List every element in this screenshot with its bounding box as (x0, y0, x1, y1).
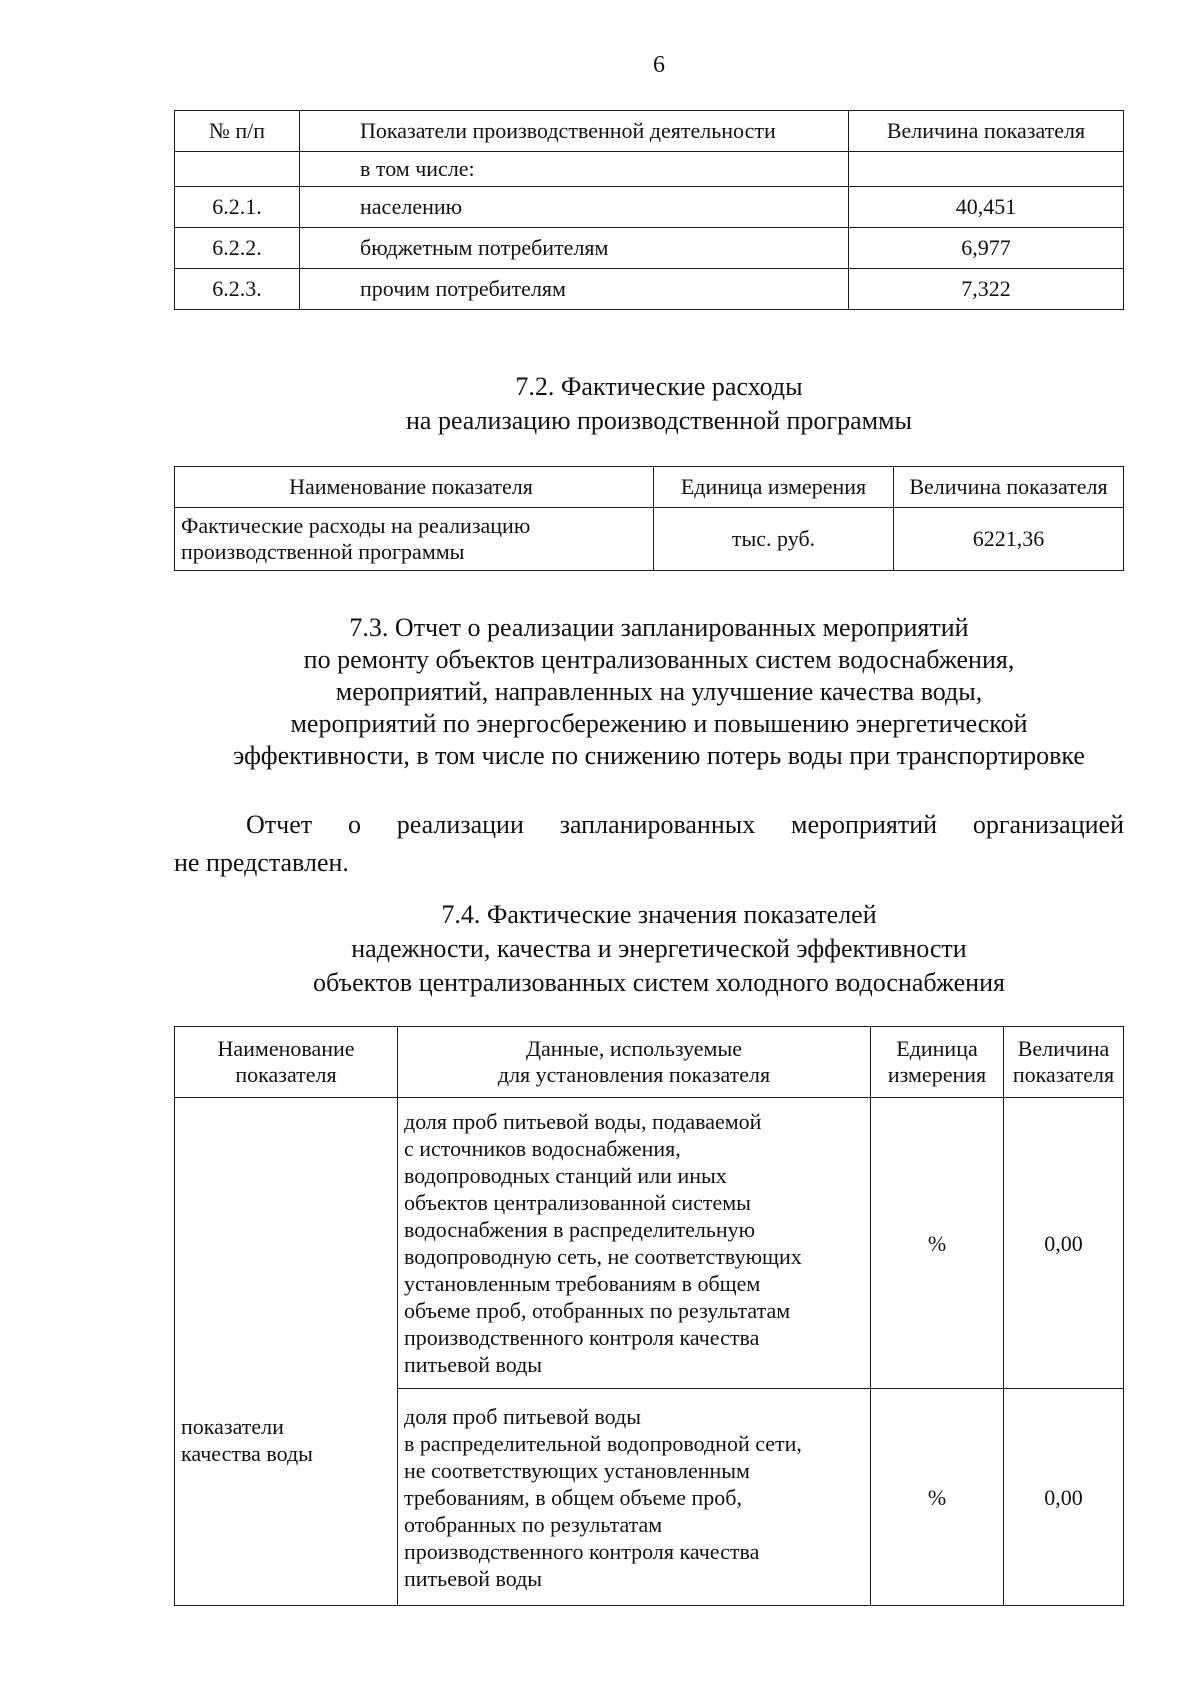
column-header-number: № п/п (175, 111, 300, 152)
table-header-row (175, 1027, 1124, 1098)
subheader-cell: в том числе: (300, 152, 849, 187)
paragraph-line: не представлен. (174, 848, 349, 877)
heading-line: мероприятий по энергосбережению и повышению энергетической (290, 709, 1028, 738)
description-line: установленным требованиям в общем (404, 1271, 761, 1296)
header-line: показателя (235, 1062, 337, 1087)
actual-expenses-table (174, 466, 1124, 571)
row-name (175, 508, 654, 571)
table-header-row (175, 111, 1124, 152)
description-line: питьевой воды (404, 1565, 543, 1591)
heading-line: эффективности, в том числе по снижению потерь воды при транспортировке (233, 741, 1085, 770)
header-line: Единица (896, 1036, 978, 1061)
column-header-value: Величина показателя (894, 467, 1124, 508)
table-row (175, 1098, 1124, 1389)
description-line: с источников водоснабжения, (404, 1136, 681, 1161)
header-line: Данные, используемые (525, 1036, 743, 1061)
column-header-value (1004, 1027, 1124, 1098)
description-line: питьевой воды (404, 1352, 543, 1377)
row-description (398, 1389, 871, 1606)
description-line: производственного контроля качества (404, 1325, 760, 1350)
row-name-line: Фактические расходы на реализацию (181, 513, 531, 538)
row-value: 0,00 (1004, 1389, 1124, 1606)
row-name: бюджетным потребителям (300, 228, 849, 269)
row-value: 40,451 (849, 187, 1124, 228)
description-line: объеме проб, отобранных по результатам (404, 1298, 791, 1323)
empty-cell (849, 152, 1124, 187)
section-heading-7-3 (0, 612, 1200, 772)
row-unit: % (871, 1389, 1004, 1606)
header-line: показателя (1012, 1062, 1115, 1087)
row-unit: тыс. руб. (654, 508, 894, 571)
heading-line: мероприятий, направленных на улучшение качества воды, (335, 677, 983, 706)
column-header-data (398, 1027, 871, 1098)
column-header-value: Величина показателя (849, 111, 1124, 152)
row-number: 6.2.2. (175, 228, 300, 269)
row-value: 6,977 (849, 228, 1124, 269)
heading-line: 7.2. Фактические расходы (515, 372, 803, 401)
row-name: населению (300, 187, 849, 228)
table-subheader-row (175, 152, 1124, 187)
water-quality-indicators-table (174, 1026, 1124, 1606)
row-name-line: производственной программы (181, 539, 465, 564)
description-line: доля проб питьевой воды (404, 1403, 642, 1429)
row-value: 6221,36 (894, 508, 1124, 571)
column-header-unit: Единица измерения (654, 467, 894, 508)
column-header-name (175, 1027, 398, 1098)
heading-line: по ремонту объектов централизованных систем водоснабжения, (303, 645, 1015, 674)
header-line: Величина (1017, 1036, 1110, 1061)
paragraph-line: Отчет о реализации запланированных мероприятий организацией (246, 810, 1124, 839)
category-line: качества воды (181, 1440, 313, 1466)
report-paragraph (174, 806, 1124, 882)
row-name: прочим потребителям (300, 269, 849, 310)
table-row (175, 508, 1124, 571)
category-cell (175, 1098, 398, 1606)
description-line: не соответствующих установленным (404, 1457, 750, 1483)
description-line: в распределительной водопроводной сети, (404, 1430, 802, 1456)
row-number: 6.2.1. (175, 187, 300, 228)
table-row (175, 269, 1124, 310)
section-heading-7-4 (0, 898, 1200, 1000)
table-header-row (175, 467, 1124, 508)
description-line: водоснабжения в распределительную (404, 1217, 756, 1242)
heading-line: на реализацию производственной программы (405, 406, 912, 435)
header-line: Наименование (217, 1036, 355, 1061)
heading-line: 7.4. Фактические значения показателей (441, 900, 877, 929)
heading-line: 7.3. Отчет о реализации запланированных мероприятий (349, 613, 969, 642)
category-line: показатели (181, 1413, 284, 1439)
header-line: измерения (887, 1062, 987, 1087)
row-value: 0,00 (1004, 1098, 1124, 1389)
section-heading-7-2 (0, 370, 1200, 438)
description-line: отобранных по результатам (404, 1511, 663, 1537)
empty-cell (175, 152, 300, 187)
description-line: водопроводную сеть, не соответствующих (404, 1244, 802, 1269)
description-line: производственного контроля качества (404, 1538, 760, 1564)
description-line: доля проб питьевой воды, подаваемой (404, 1109, 762, 1134)
header-line: для установления показателя (497, 1062, 771, 1087)
row-number: 6.2.3. (175, 269, 300, 310)
table-row (175, 187, 1124, 228)
table-row (175, 228, 1124, 269)
description-line: водопроводных станций или иных (404, 1163, 727, 1188)
description-line: объектов централизованной системы (404, 1190, 751, 1215)
production-indicators-table (174, 110, 1124, 310)
column-header-unit (871, 1027, 1004, 1098)
column-header-indicator: Показатели производственной деятельности (300, 111, 849, 152)
row-description (398, 1098, 871, 1389)
description-line: требованиям, в общем объеме проб, (404, 1484, 742, 1510)
row-value: 7,322 (849, 269, 1124, 310)
heading-line: объектов централизованных систем холодного водоснабжения (313, 968, 1005, 997)
heading-line: надежности, качества и энергетической эффективности (351, 934, 967, 963)
row-unit: % (871, 1098, 1004, 1389)
page-number: 6 (653, 52, 665, 78)
column-header-name: Наименование показателя (175, 467, 654, 508)
